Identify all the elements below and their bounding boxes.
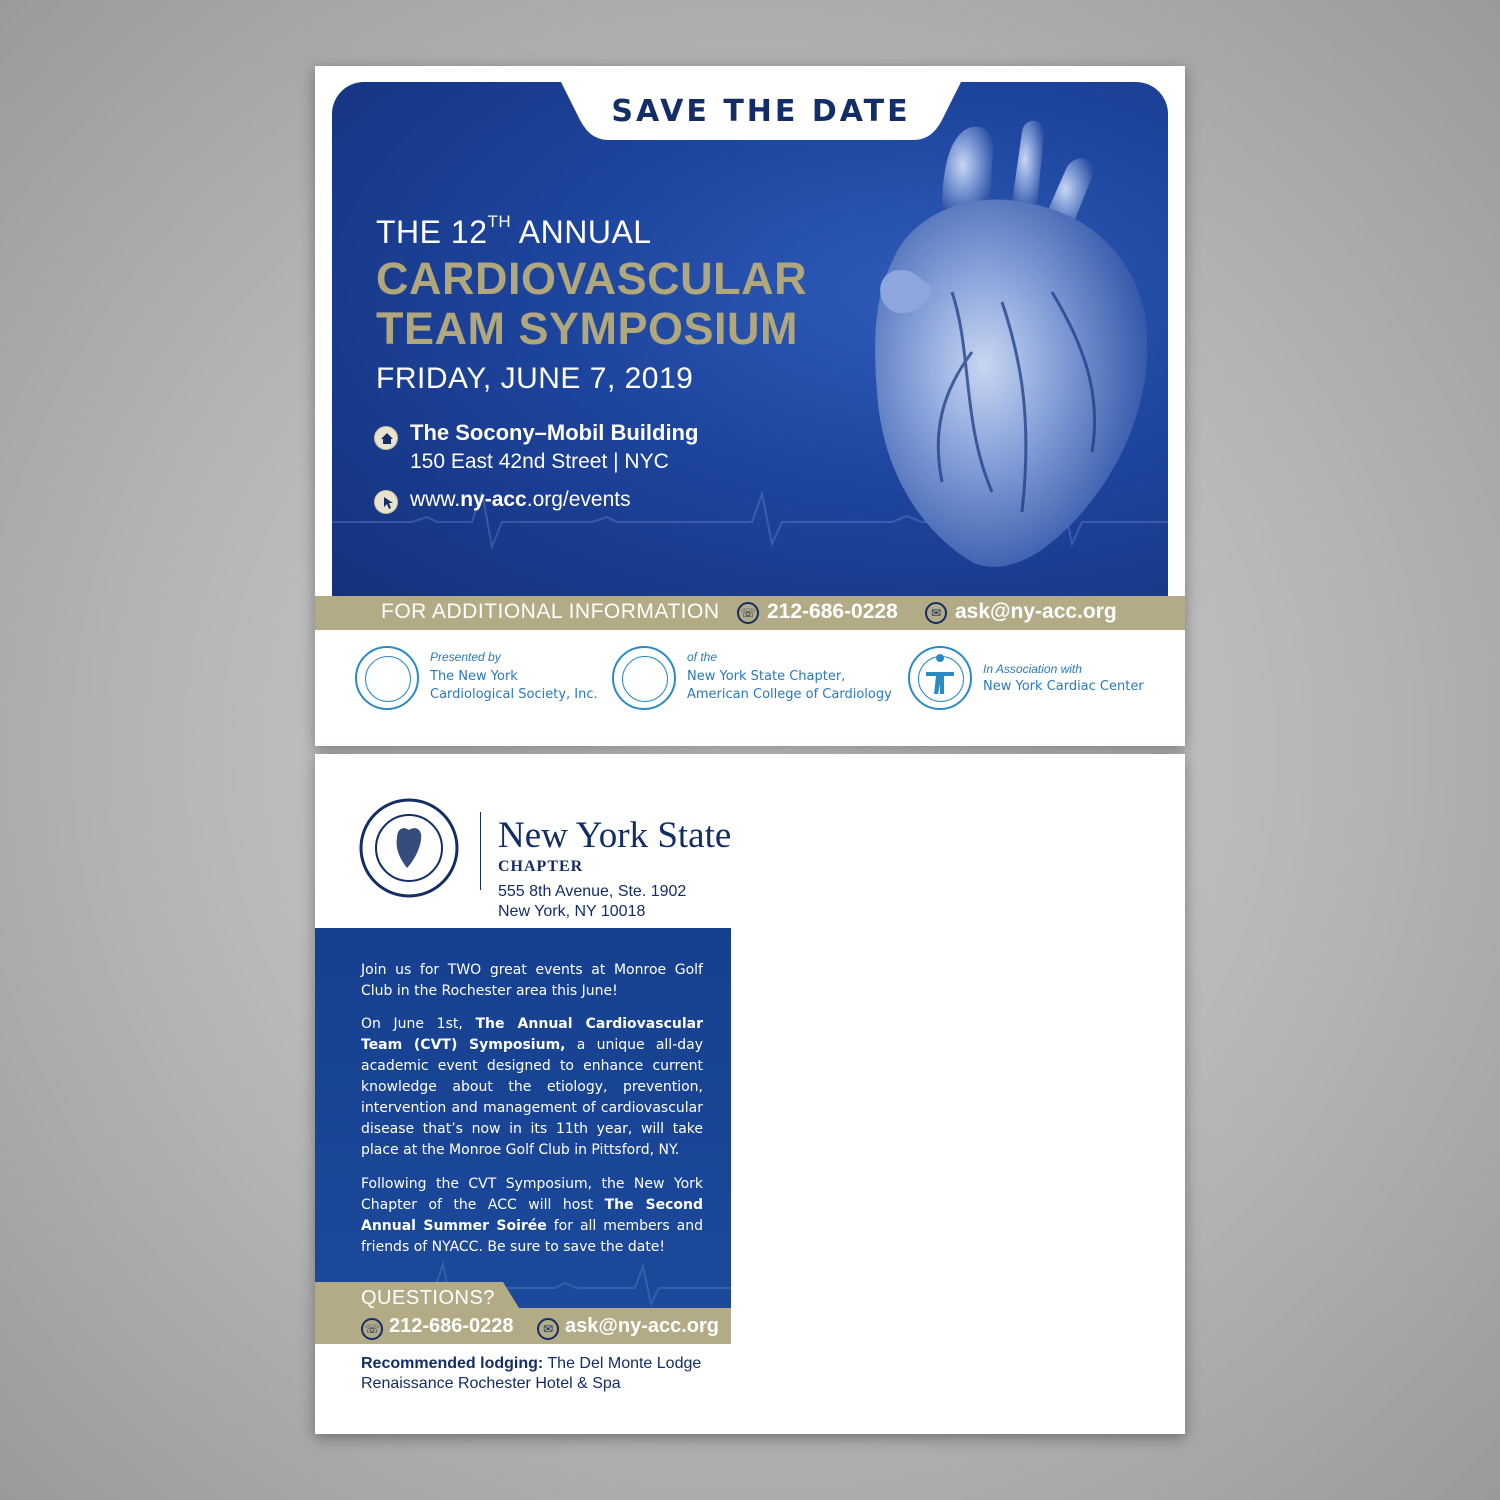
- sponsor-name-line1: New York Cardiac Center: [983, 679, 1144, 694]
- intro-paragraph: Join us for TWO great events at Monroe Golf Club in the Rochester area this June!: [361, 962, 703, 999]
- lodging-hotel-1: The Del Monte Lodge: [543, 1355, 702, 1372]
- sponsor-name-line2: American College of Cardiology: [687, 687, 892, 702]
- phone-icon: ☏: [361, 1318, 383, 1340]
- edition-annual: ANNUAL: [511, 214, 652, 250]
- edition-suffix: TH: [487, 212, 512, 231]
- sponsor-acc: [612, 646, 912, 726]
- logo-divider: [480, 812, 481, 890]
- info-phone[interactable]: 212-686-0228: [767, 600, 898, 623]
- lodging-label: Recommended lodging:: [361, 1355, 544, 1372]
- info-email[interactable]: ask@ny-acc.org: [955, 600, 1117, 623]
- website-domain: ny-acc: [460, 488, 527, 511]
- sponsor-nycs: [355, 646, 615, 726]
- sponsor-name-line1: New York State Chapter,: [687, 669, 846, 684]
- contact-info-bar: [315, 596, 1185, 630]
- address-line1: 555 8th Avenue, Ste. 1902: [498, 883, 687, 900]
- mail-icon: ✉: [537, 1318, 559, 1340]
- soiree-name: The Second Annual Summer Soirée: [361, 1197, 703, 1234]
- sponsor-role: of the: [687, 650, 718, 664]
- hero-panel: [332, 82, 1168, 612]
- questions-bar: [315, 1282, 731, 1344]
- pointer-icon: [374, 490, 398, 514]
- sponsor-name-line2: Cardiological Society, Inc.: [430, 687, 598, 702]
- postcard-back: [315, 754, 1185, 1434]
- symposium-text-pre: On June 1st,: [361, 1016, 476, 1032]
- edition-number: THE 12: [376, 214, 488, 250]
- questions-label: QUESTIONS?: [361, 1287, 495, 1309]
- event-date: FRIDAY, JUNE 7, 2019: [376, 362, 694, 395]
- edition-line: [376, 214, 652, 251]
- sponsor-name-line1: The New York: [430, 669, 518, 684]
- lodging-info: [361, 1354, 701, 1394]
- event-title-line2: TEAM SYMPOSIUM: [376, 303, 799, 354]
- soiree-text-pre: Following the CVT Symposium, the New York Chapter of the ACC will host: [361, 1176, 703, 1213]
- address-line2: New York, NY 10018: [498, 903, 646, 920]
- questions-email[interactable]: ask@ny-acc.org: [565, 1315, 720, 1337]
- venue-name: The Socony–Mobil Building: [410, 420, 699, 445]
- website-prefix: www.: [410, 488, 461, 511]
- org-chapter: CHAPTER: [498, 858, 584, 875]
- postcard-front: [315, 66, 1185, 746]
- phone-icon: ☏: [737, 602, 759, 624]
- symposium-name: The Annual Cardiovascular Team (CVT) Symposium,: [361, 1016, 703, 1053]
- acc-seal-icon: [612, 646, 676, 710]
- questions-phone[interactable]: 212-686-0228: [389, 1315, 514, 1337]
- sponsor-role: Presented by: [430, 650, 501, 664]
- event-title: [376, 254, 807, 354]
- symposium-text-post: a unique all-day academic event designed to enhance current knowledge about the etiology, prevention, intervention and management of cardiovascular disease that’s now in its 11th year, will take place at the Monroe Golf Club in Pittsford, NY.: [361, 1037, 703, 1158]
- sponsor-role: In Association with: [983, 662, 1082, 676]
- website-path: .org/events: [526, 488, 631, 511]
- sponsor-nycc: [908, 646, 1168, 726]
- org-name: New York State: [498, 815, 732, 856]
- venue-address: 150 East 42nd Street | NYC: [410, 450, 669, 473]
- return-address: [498, 882, 686, 922]
- event-title-line1: CARDIOVASCULAR: [376, 253, 808, 304]
- save-the-date-tab: [561, 82, 961, 140]
- save-the-date-text: SAVE THE DATE: [611, 94, 911, 129]
- nycc-seal-icon: [908, 646, 972, 710]
- website-link[interactable]: [410, 488, 631, 512]
- soiree-text-post: for all members and friends of NYACC. Be sure to save the date!: [361, 1218, 704, 1255]
- info-label: FOR ADDITIONAL INFORMATION: [381, 600, 720, 623]
- acc-seal-icon: [359, 798, 459, 898]
- nycs-seal-icon: [355, 646, 419, 710]
- symposium-paragraph: [361, 1014, 703, 1161]
- mail-icon: ✉: [925, 602, 947, 624]
- soiree-paragraph: [361, 1174, 703, 1258]
- heart-illustration: [852, 92, 1168, 582]
- house-icon: [374, 426, 398, 450]
- lodging-hotel-2: Renaissance Rochester Hotel & Spa: [361, 1375, 621, 1392]
